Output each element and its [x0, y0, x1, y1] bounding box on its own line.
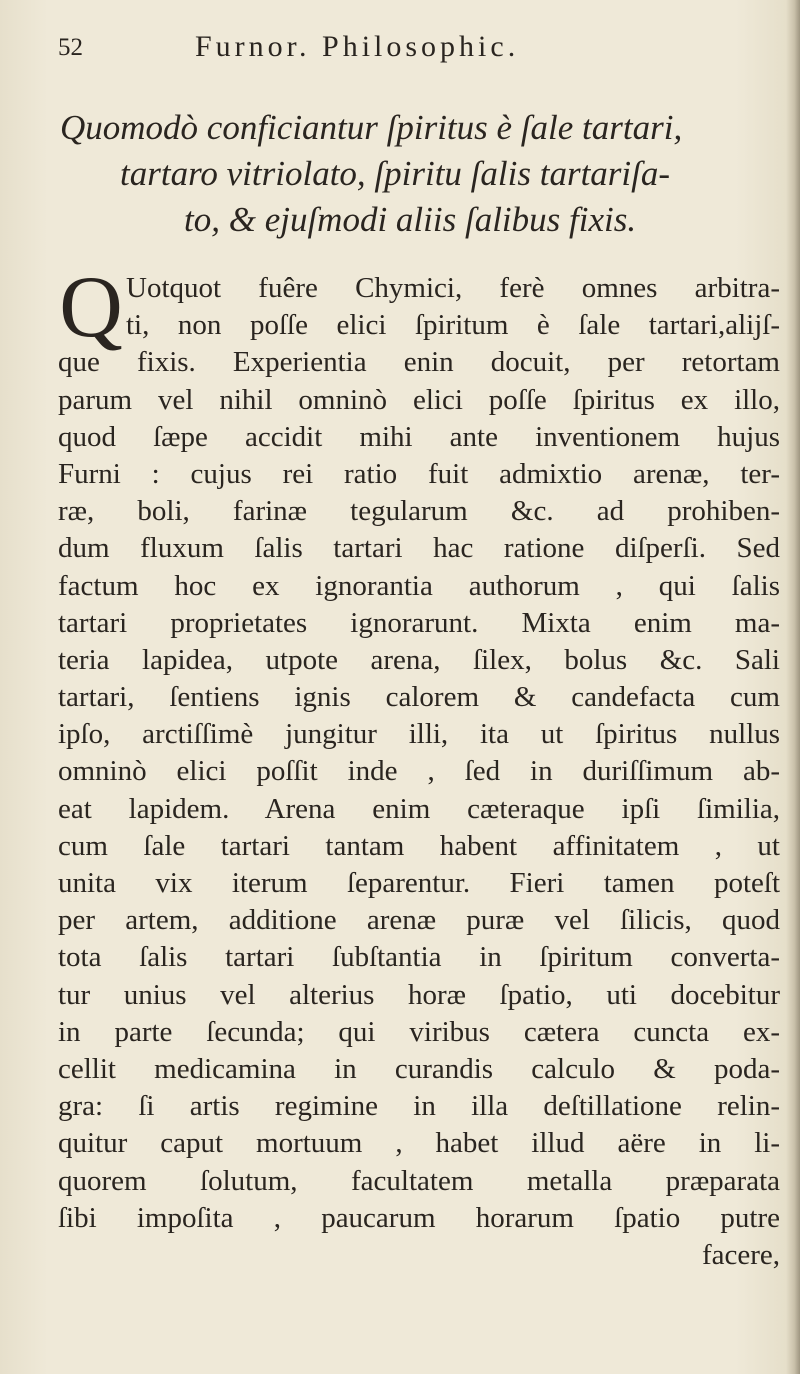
text-line: Furni : cujus rei ratio fuit admixtio arenæ, ter-: [58, 457, 780, 490]
chapter-title: [58, 105, 778, 243]
page-header: [58, 30, 760, 70]
text-line: cellit medicamina in curandis calculo & poda-: [58, 1052, 780, 1085]
page-number: 52: [58, 34, 83, 61]
text-line: in parte ſecunda; qui viribus cætera cuncta ex-: [58, 1015, 780, 1048]
text-line: tota ſalis tartari ſubſtantia in ſpiritum converta-: [58, 941, 780, 974]
text-line: unita vix iterum ſeparentur. Fieri tamen poteſt: [58, 867, 780, 899]
text-line: teria lapidea, utpote arena, ſilex, bolus &c. Sali: [58, 643, 780, 676]
text-line: ſibi impoſita , paucarum horarum ſpatio putre: [58, 1201, 780, 1234]
text-line: factum hoc ex ignorantia authorum , qui ſalis: [58, 569, 780, 602]
body-text: [58, 259, 780, 1274]
text-line: per artem, additione arenæ puræ vel ſilicis, quod: [58, 904, 780, 937]
text-line: tartari proprietates ignorarunt. Mixta enim ma-: [58, 606, 780, 639]
text-line: ti, non poſſe elici ſpiritum è ſale tartari,alijſ-: [126, 309, 780, 342]
drop-capital: Q: [59, 259, 123, 356]
text-line: quorem ſolutum, facultatem metalla præparata: [58, 1164, 780, 1197]
page-edge-shadow: [786, 0, 800, 1374]
running-head: Furnor. Philosophic.: [195, 30, 520, 63]
text-line: quod ſæpe accidit mihi ante inventionem hujus: [58, 420, 780, 453]
chapter-title-line: tartaro vitriolato, ſpiritu ſalis tartariſa-: [120, 154, 671, 193]
catchword: facere,: [701, 1238, 780, 1271]
chapter-title-line: Quomodò conficiantur ſpiritus è ſale tartari,: [60, 108, 683, 147]
text-line: omninò elici poſſit inde , ſed in duriſſimum ab-: [58, 755, 780, 788]
chapter-title-line: to, & ejuſmodi aliis ſalibus fixis.: [184, 200, 637, 239]
text-line: tartari, ſentiens ignis calorem & candefacta cum: [58, 681, 780, 714]
text-line: eat lapidem. Arena enim cæteraque ipſi ſimilia,: [58, 792, 780, 825]
text-line: quitur caput mortuum , habet illud aëre in li-: [58, 1127, 780, 1160]
text-line: tur unius vel alterius horæ ſpatio, uti docebitur: [58, 978, 780, 1011]
text-line: dum fluxum ſalis tartari hac ratione diſperſi. Sed: [58, 532, 780, 565]
text-line: que fixis. Experientia enin docuit, per retortam: [58, 346, 780, 379]
text-line: ipſo, arctiſſimè jungitur illi, ita ut ſpiritus nullus: [58, 718, 780, 751]
text-line: ræ, boli, farinæ tegularum &c. ad prohiben-: [58, 495, 780, 528]
text-line: parum vel nihil omninò elici poſſe ſpiritus ex illo,: [58, 383, 780, 416]
text-line: cum ſale tartari tantam habent affinitatem , ut: [58, 829, 780, 862]
text-line: Uotquot fuêre Chymici, ferè omnes arbitra-: [126, 272, 780, 304]
text-line: gra: ſi artis regimine in illa deſtillatione relin-: [58, 1090, 780, 1123]
